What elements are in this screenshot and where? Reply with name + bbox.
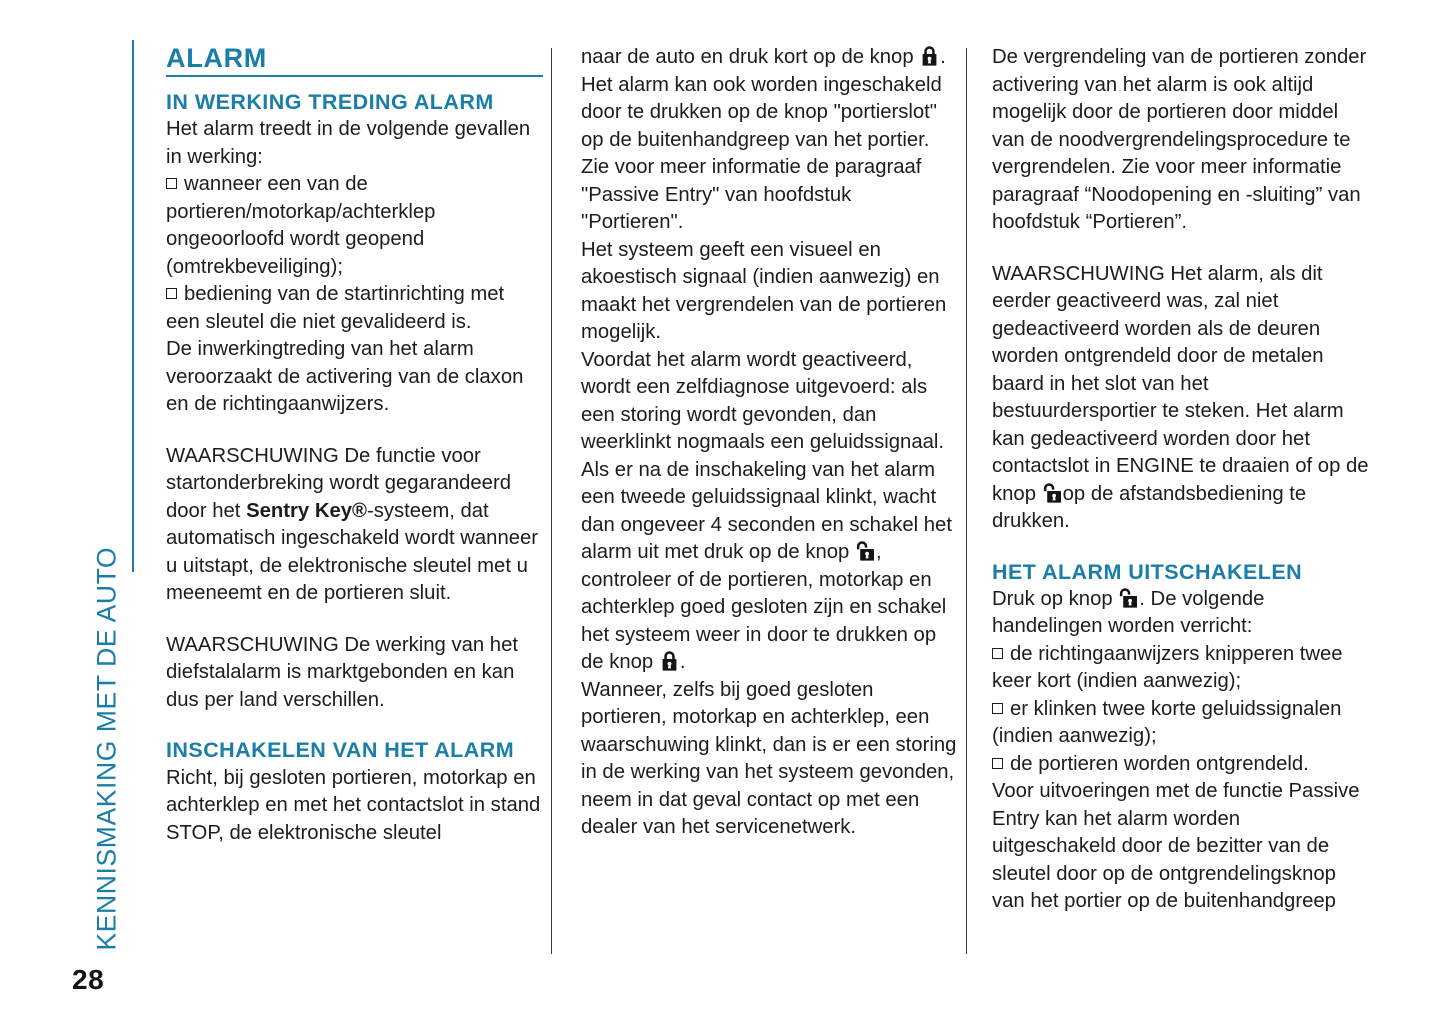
column-2 bbox=[581, 44, 958, 956]
bullet-item bbox=[166, 171, 543, 281]
column-3 bbox=[992, 44, 1369, 956]
page-title: ALARM bbox=[166, 44, 267, 73]
page-number: 28 bbox=[72, 964, 105, 995]
square-bullet-icon bbox=[992, 648, 1003, 659]
paragraph-text-b: , controleer of de portieren, motorkap en achterklep goed gesloten zijn en schakel het systeem weer in door te drukken op de knop bbox=[581, 541, 947, 673]
unlock-icon bbox=[1119, 587, 1138, 609]
warning-text-b: -systeem, dat automatisch ingeschakeld wordt wanneer u uitstapt, de elektronische sleutel met u meeneemt en de portieren sluit. bbox=[166, 499, 539, 605]
chapter-tab-rule bbox=[132, 40, 134, 512]
lock-icon bbox=[920, 45, 939, 67]
paragraph bbox=[581, 44, 958, 72]
paragraph bbox=[581, 457, 958, 677]
section-heading-in-werking-treding-alarm: IN WERKING TREDING ALARM bbox=[166, 90, 494, 115]
paragraph-spacer bbox=[992, 536, 1369, 560]
paragraph: Voor uitvoeringen met de functie Passive Entry kan het alarm worden uitgeschakeld door de bezitter van de sleutel door op de ontgrendelingsknop van het portier op de buitenhandgreep bbox=[992, 780, 1360, 913]
paragraph-text-c: . bbox=[679, 651, 686, 673]
bullet-item bbox=[992, 641, 1369, 696]
bullet-item bbox=[166, 281, 543, 336]
paragraph bbox=[992, 586, 1369, 641]
paragraph: Het alarm kan ook worden ingeschakeld door te drukken op de knop "portierslot" op de buitenhandgreep van het portier. Zie voor meer informatie de paragraaf "Passive Entry" van hoofdstuk "Portieren". bbox=[581, 73, 942, 233]
warning-paragraph bbox=[166, 443, 543, 608]
paragraph-text-a: Druk op knop bbox=[992, 587, 1113, 610]
bullet-text: er klinken twee korte geluidssignalen (indien aanwezig); bbox=[992, 697, 1342, 748]
chapter-tab-label: KENNISMAKING MET DE AUTO bbox=[91, 546, 122, 951]
square-bullet-icon bbox=[992, 703, 1003, 714]
warning-paragraph: WAARSCHUWING De werking van het diefstalalarm is marktgebonden en kan dus per land verschillen. bbox=[166, 633, 519, 711]
column-divider-1 bbox=[551, 48, 552, 954]
chapter-tab-rule-lower bbox=[132, 512, 134, 572]
paragraph: De vergrendeling van de portieren zonder activering van het alarm is ook altijd mogelijk door de portieren door middel van de noodvergrendelingsprocedure te vergrendelen. Zie voor meer informatie paragraaf “Noodopening en -sluiting” van hoofdstuk “Portieren”. bbox=[992, 46, 1367, 233]
paragraph-text: naar de auto en druk kort op de knop bbox=[581, 46, 914, 68]
chapter-tab bbox=[62, 40, 134, 980]
paragraph: Richt, bij gesloten portieren, motorkap en achterklep en met het contactslot in stand STOP, de elektronische sleutel bbox=[166, 766, 541, 844]
section-heading-het-alarm-uitschakelen: HET ALARM UITSCHAKELEN bbox=[992, 559, 1303, 584]
content-columns bbox=[166, 44, 1381, 956]
warning-text-b: op de afstandsbediening te drukken. bbox=[992, 482, 1307, 532]
lock-icon bbox=[660, 650, 679, 672]
square-bullet-icon bbox=[992, 758, 1003, 769]
paragraph-text-a: Als er na de inschakeling van het alarm een tweede geluidssignaal klinkt, wacht dan ongeveer 4 seconden en schakel het alarm uit met druk op de knop bbox=[581, 458, 952, 563]
warning-text-a: WAARSCHUWING Het alarm, als dit eerder geactiveerd was, zal niet gedeactiveerd worden als de deuren worden ontgrendeld door de metalen baard in het slot van het bestuurdersportier te steken. Het alarm kan gedeactiveerd worden door het contactslot in ENGINE te draaien of op de knop bbox=[992, 262, 1369, 505]
bullet-text: wanneer een van de portieren/motorkap/achterklep ongeoorloofd wordt geopend (omtrekbeveiliging); bbox=[166, 173, 436, 278]
paragraph: De inwerkingtreding van het alarm veroorzaakt de activering van de claxon en de richtingaanwijzers. bbox=[166, 338, 524, 416]
square-bullet-icon bbox=[166, 178, 177, 189]
warning-text-a: WAARSCHUWING De functie voor startonderbreking wordt gegarandeerd door het bbox=[166, 444, 511, 522]
paragraph: Het alarm treedt in de volgende gevallen in werking: bbox=[166, 118, 531, 168]
page-title-rule bbox=[166, 75, 543, 77]
paragraph-spacer bbox=[166, 714, 543, 738]
column-1 bbox=[166, 44, 543, 956]
section-heading-inschakelen-van-het-alarm: INSCHAKELEN VAN HET ALARM bbox=[166, 738, 515, 763]
unlock-icon bbox=[856, 540, 875, 562]
bullet-text: bediening van de startinrichting met een sleutel die niet gevalideerd is. bbox=[166, 283, 505, 333]
paragraph-text-b: . De volgende handelingen worden verricht: bbox=[992, 587, 1265, 638]
paragraph-spacer bbox=[992, 237, 1369, 261]
paragraph: Wanneer, zelfs bij goed gesloten portieren, motorkap en achterklep, een waarschuwing klinkt, dan is er een storing in de werking van het systeem gevonden, neem in dat geval contact op met een dealer van het servicenetwerk. bbox=[581, 678, 957, 838]
paragraph-spacer bbox=[166, 419, 543, 443]
paragraph: Voordat het alarm wordt geactiveerd, wordt een zelfdiagnose uitgevoerd: als een storing wordt gevonden, dan weerklinkt nogmaals een geluidssignaal. bbox=[581, 348, 945, 453]
paragraph: Het systeem geeft een visueel en akoestisch signaal (indien aanwezig) en maakt het vergrendelen van de portieren mogelijk. bbox=[581, 238, 947, 343]
unlock-icon bbox=[1043, 482, 1062, 504]
square-bullet-icon bbox=[166, 288, 177, 299]
warning-paragraph bbox=[992, 261, 1369, 536]
bullet-item bbox=[992, 696, 1369, 751]
paragraph-text-end: . bbox=[940, 46, 946, 68]
column-divider-2 bbox=[966, 48, 967, 954]
bullet-item bbox=[992, 751, 1369, 779]
paragraph-spacer bbox=[166, 608, 543, 632]
bullet-text: de richtingaanwijzers knipperen twee keer kort (indien aanwezig); bbox=[992, 642, 1343, 693]
sentry-key-trademark: Sentry Key® bbox=[246, 499, 367, 522]
bullet-text: de portieren worden ontgrendeld. bbox=[1010, 752, 1309, 775]
